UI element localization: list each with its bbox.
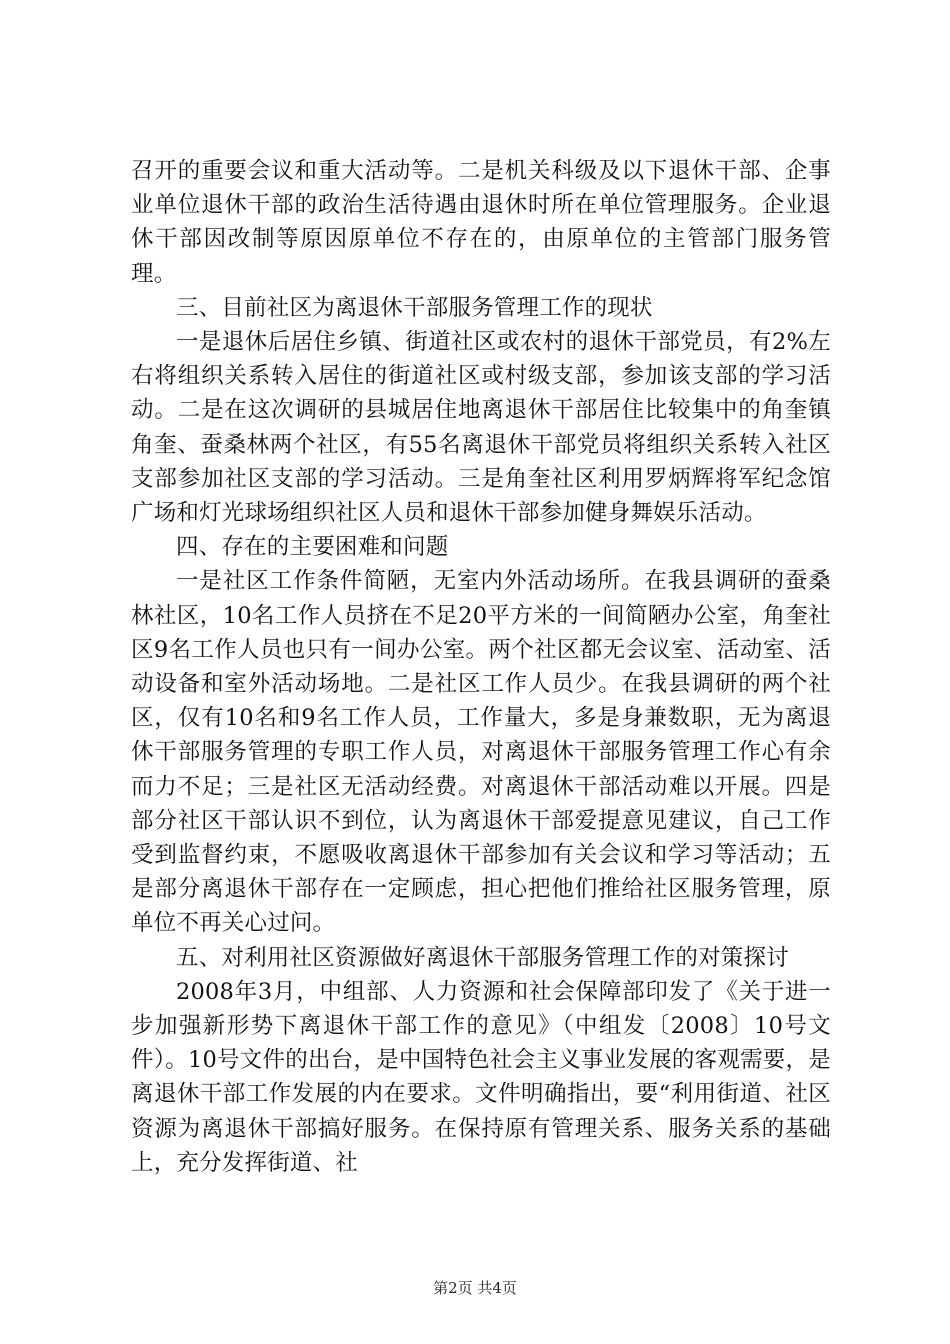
section-heading-4: 四、存在的主要困难和问题 (176, 534, 449, 561)
document-body (131, 154, 831, 1180)
section-heading-3: 三、目前社区为离退休干部服务管理工作的现状 (176, 294, 653, 321)
paragraph: 2008年3月，中组部、人力资源和社会保障部印发了《关于进一步加强新形势下离退休干部工作的意见》（中组发〔2008〕10号文件）。10号文件的出台，是中国特色社会主义事业发展的客观需要，是离退休干部工作发展的内在要求。文件明确指出，要“利用街道、社区资源为离退休干部搞好服务。在保持原有管理关系、服务关系的基础上，充分发挥街道、社 (131, 978, 831, 1176)
paragraph: 一是社区工作条件简陋，无室内外活动场所。在我县调研的蚕桑林社区，10名工作人员挤在不足20平方米的一间简陋办公室，角奎社区9名工作人员也只有一间办公室。两个社区都无会议室、活动室、活动设备和室外活动场地。二是社区工作人员少。在我县调研的两个社区，仅有10名和9名工作人员，工作量大，多是身兼数职，无为离退休干部服务管理的专职工作人员，对离退休干部服务管理工作心有余而力不足；三是社区无活动经费。对离退休干部活动难以开展。四是部分社区干部认识不到位，认为离退休干部爱提意见建议，自己工作受到监督约束，不愿吸收离退休干部参加有关会议和学习等活动；五是部分离退休干部存在一定顾虑，担心把他们推给社区服务管理，原单位不再关心过问。 (131, 568, 831, 937)
page-number-footer: 第2页 共4页 (433, 1279, 517, 1297)
paragraph: 一是退休后居住乡镇、街道社区或农村的退休干部党员，有2%左右将组织关系转入居住的街道社区或村级支部，参加该支部的学习活动。二是在这次调研的县城居住地离退休干部居住比较集中的角奎镇角奎、蚕桑林两个社区，有55名离退休干部党员将组织关系转入社区支部参加社区支部的学习活动。三是角奎社区利用罗炳辉将军纪念馆广场和灯光球场组织社区人员和退休干部参加健身舞娱乐活动。 (131, 329, 831, 527)
section-heading-5: 五、对利用社区资源做好离退休干部服务管理工作的对策探讨 (176, 944, 789, 971)
paragraph-continued: 召开的重要会议和重大活动等。二是机关科级及以下退休干部、企事业单位退休干部的政治生活待遇由退休时所在单位管理服务。企业退休干部因改制等原因原单位不存在的，由原单位的主管部门服务管理。 (131, 158, 831, 287)
